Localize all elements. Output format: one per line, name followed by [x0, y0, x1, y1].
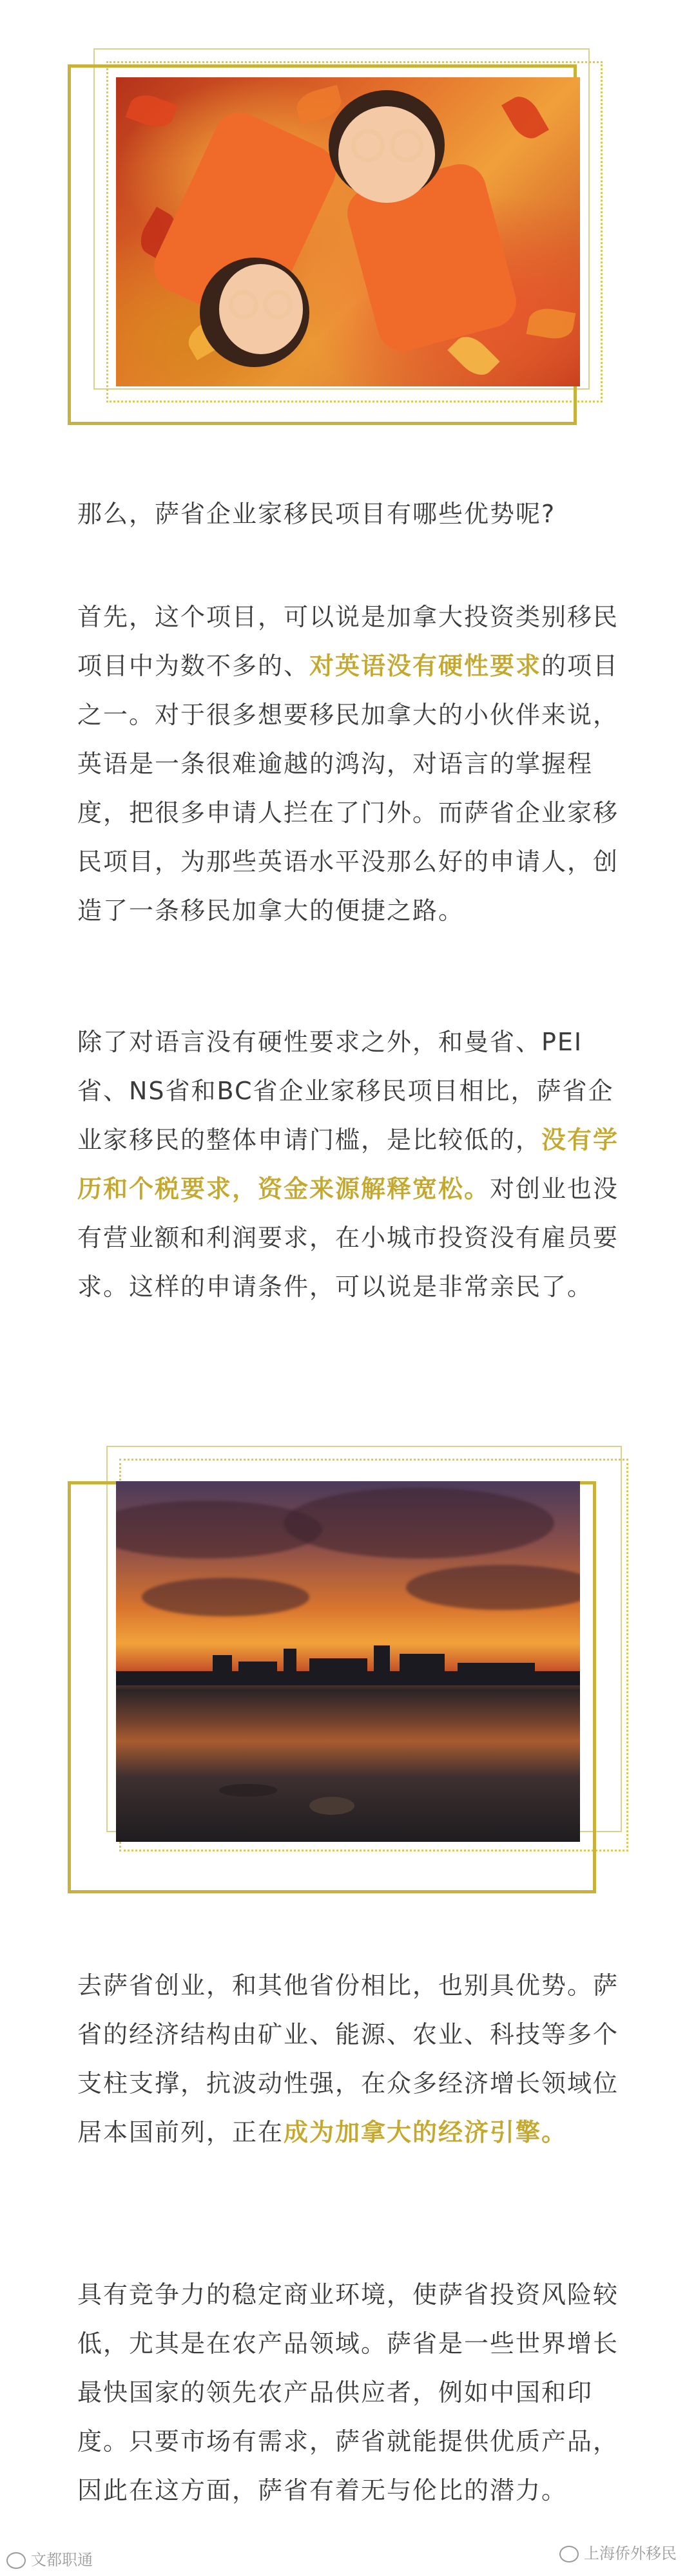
watermark-logo-icon	[6, 2552, 26, 2569]
intro-question: 那么，萨省企业家移民项目有哪些优势呢?	[77, 500, 556, 528]
p4-highlight: 成为加拿大的经济引擎。	[284, 2118, 568, 2146]
paragraph-low-threshold	[77, 1018, 632, 1311]
watermark-right	[559, 2541, 677, 2563]
paragraph-economy	[77, 1961, 632, 2157]
p3-highlight: 没有学历和个税要求，资金来源解释宽松。	[77, 1126, 619, 1203]
watermark-left-text: 文都职通	[31, 2551, 93, 2569]
p3-text-a: 除了对语言没有硬性要求之外，和曼省、PEI省、NS省和BC省企业家移民项目相比，萨省企业家移民的整体申请门槛，是比较低的，	[77, 1028, 614, 1154]
autumn-leaves-photo	[116, 77, 580, 386]
wechat-icon	[559, 2546, 579, 2562]
p4-text-a: 去萨省创业，和其他省份相比，也别具优势。萨省的经济结构由矿业、能源、农业、科技等多个支柱支撑，抗波动性强，在众多经济增长领域位居本国前列，正在	[77, 1971, 619, 2146]
p3-text-b: 对创业也没有营业额和利润要求，在小城市投资没有雇员要求。这样的申请条件，可以说是非常亲民了。	[77, 1175, 619, 1301]
p2-text-b: 的项目之一。对于很多想要移民加拿大的小伙伴来说，英语是一条很难逾越的鸿沟，对语言的掌握程度，把很多申请人拦在了门外。而萨省企业家移民项目，为那些英语水平没那么好的申请人，创造了一条移民加拿大的便捷之路。	[77, 652, 619, 925]
watermark-left	[6, 2547, 93, 2570]
paragraph-english-requirement	[77, 592, 632, 935]
p2-text-a: 首先，这个项目，可以说是加拿大投资类别移民项目中为数不多的、	[77, 603, 619, 680]
watermark-right-text: 上海侨外移民	[584, 2544, 677, 2562]
sunset-city-photo	[116, 1481, 580, 1842]
paragraph-business-environment: 具有竞争力的稳定商业环境，使萨省投资风险较低，尤其是在农产品领域。萨省是一些世界增长最快国家的领先农产品供应者，例如中国和印度。只要市场有需求，萨省就能提供优质产品，因此在这方面，萨省有着无与伦比的潜力。	[77, 2280, 619, 2505]
p2-highlight: 对英语没有硬性要求	[309, 652, 542, 680]
